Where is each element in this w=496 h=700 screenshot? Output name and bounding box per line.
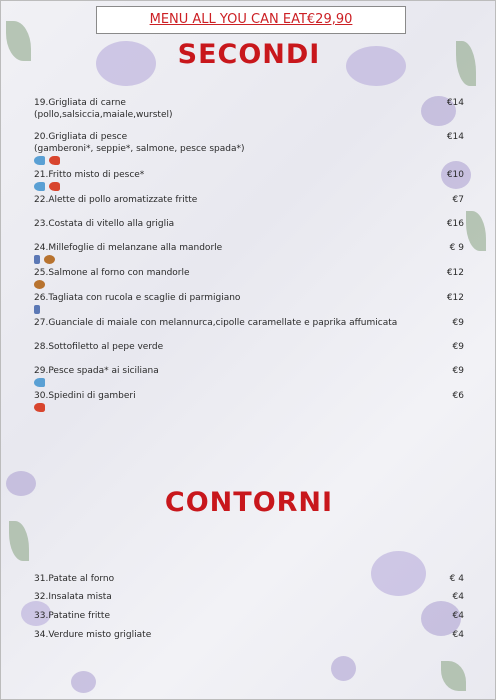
menu-item-price: €14 [446, 98, 464, 108]
menu-item [34, 591, 464, 603]
fish-icon [34, 378, 45, 387]
menu-item-price: €4 [452, 611, 464, 621]
menu-item [34, 218, 464, 230]
section-title-secondi: SECONDI [177, 39, 321, 70]
menu-item-name: 26.Tagliata con rucola e scaglie di parmigiano [34, 293, 241, 303]
menu-item-price: €14 [446, 132, 464, 142]
allergen-icons [34, 378, 464, 388]
menu-item [34, 131, 464, 166]
menu-item-name: 31.Patate al forno [34, 574, 115, 584]
allergen-icons [34, 182, 464, 192]
shrimp-icon [34, 403, 45, 412]
menu-item-name: 23.Costata di vitello alla griglia [34, 219, 175, 229]
flower-decoration [71, 671, 96, 693]
menu-item-name: 21.Fritto misto di pesce* [34, 170, 145, 180]
menu-item [34, 292, 464, 315]
menu-item [34, 610, 464, 622]
menu-item-name: 22.Alette di pollo aromatizzate fritte [34, 195, 198, 205]
allergen-icons [34, 156, 464, 166]
menu-item [34, 365, 464, 388]
menu-item-price: €9 [452, 318, 464, 328]
bottle-icon [34, 255, 40, 264]
menu-item-price: €12 [446, 268, 464, 278]
fish-icon [34, 182, 45, 191]
menu-item-price: €9 [452, 342, 464, 352]
shrimp-icon [49, 156, 60, 165]
menu-item-price: €16 [446, 219, 464, 229]
nut-icon [44, 255, 55, 264]
menu-item [34, 97, 464, 121]
menu-header-title: MENU ALL YOU CAN EAT€29,90 [149, 12, 353, 27]
leaf-decoration [441, 661, 466, 691]
menu-item-name: 20.Grigliata di pesce [34, 132, 128, 142]
menu-item-price: € 4 [449, 574, 464, 584]
menu-header [96, 6, 406, 34]
allergen-icons [34, 280, 464, 290]
menu-item-description: (pollo,salsiccia,maiale,wurstel) [34, 110, 173, 120]
menu-item [34, 267, 464, 290]
section-title-contorni: CONTORNI [164, 487, 334, 518]
menu-item-name: 30.Spiedini di gamberi [34, 391, 136, 401]
menu-item-name: 29.Pesce spada* ai siciliana [34, 366, 159, 376]
leaf-decoration [9, 521, 29, 561]
fish-icon [34, 156, 45, 165]
menu-item-name: 34.Verdure misto grigliate [34, 630, 152, 640]
allergen-icons [34, 255, 464, 265]
menu-item-price: €4 [452, 592, 464, 602]
menu-item-name: 25.Salmone al forno con mandorle [34, 268, 190, 278]
menu-item-price: €9 [452, 366, 464, 376]
allergen-icons [34, 305, 464, 315]
menu-item [34, 169, 464, 192]
menu-item-name: 19.Grigliata di carne [34, 98, 126, 108]
menu-item-name: 33.Patatine fritte [34, 611, 110, 621]
menu-item-name: 32.Insalata mista [34, 592, 112, 602]
menu-item-price: €4 [452, 630, 464, 640]
menu-item-price: € 9 [449, 243, 464, 253]
menu-item [34, 194, 464, 206]
menu-item [34, 629, 464, 641]
flower-decoration [331, 656, 356, 681]
menu-item [34, 573, 464, 585]
bottle-icon [34, 305, 40, 314]
menu-item-description: (gamberoni*, seppie*, salmone, pesce spada*) [34, 144, 245, 154]
allergen-icons [34, 403, 464, 413]
menu-item-price: €10 [446, 170, 464, 180]
menu-item [34, 317, 464, 329]
menu-item [34, 341, 464, 353]
nut-icon [34, 280, 45, 289]
menu-item-price: €6 [452, 391, 464, 401]
menu-item-name: 28.Sottofiletto al pepe verde [34, 342, 164, 352]
menu-item [34, 242, 464, 265]
menu-item-name: 27.Guanciale di maiale con melannurca,cipolle caramellate e paprika affumicata [34, 318, 398, 328]
menu-item-price: €12 [446, 293, 464, 303]
menu-item-price: €7 [452, 195, 464, 205]
leaf-decoration [466, 211, 486, 251]
shrimp-icon [49, 182, 60, 191]
menu-item-name: 24.Millefoglie di melanzane alla mandorle [34, 243, 223, 253]
menu-item [34, 390, 464, 413]
